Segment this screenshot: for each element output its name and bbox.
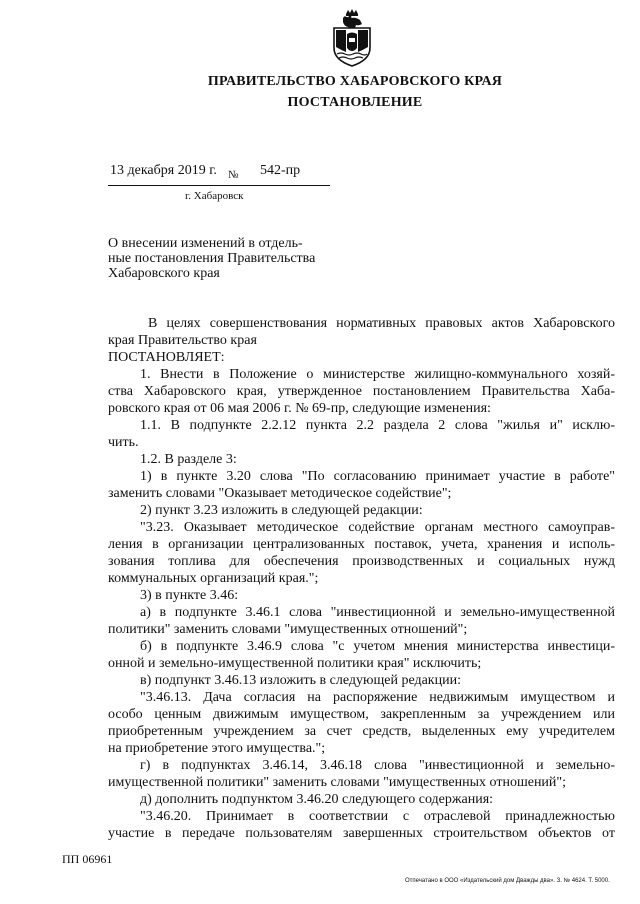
paragraph-7-line: "3.23. Оказывает методическое содействие органам местного самоуправ-	[140, 520, 615, 535]
subject-line: ные постановления Правительства	[108, 251, 316, 266]
paragraph-2-line: ства Хабаровского края, утвержденное постановлением Правительства Хаба-	[108, 384, 615, 399]
paragraph-9-line: а) в подпункте 3.46.1 слова "инвестиционной и земельно-имущественной	[140, 605, 615, 620]
paragraph-1-line: В целях совершенствования нормативных правовых актов Хабаровского	[148, 316, 615, 331]
document-body	[108, 315, 615, 842]
paragraph-14-line: д) дополнить подпунктом 3.46.20 следующего содержания:	[140, 792, 494, 807]
subject-line: О внесении изменений в отдель-	[108, 236, 303, 251]
city: г. Хабаровск	[185, 190, 244, 202]
paragraph-3-line: 1.1. В подпункте 2.2.12 пункта 2.2 раздела 2 слова "жилья и" исклю-	[140, 418, 615, 433]
paragraph-2-line: 1. Внести в Положение о министерстве жилищно-коммунального хозяй-	[140, 367, 615, 382]
document-number: 542-пр	[260, 163, 301, 178]
number-sign: №	[228, 169, 239, 181]
paragraph-13-line: имущественной политики" заменить словами "имущественных отношений";	[108, 775, 567, 790]
paragraph-9-line: политики" заменить словами "имущественных отношений";	[108, 622, 468, 637]
paragraph-1-line: края Правительство края	[108, 333, 257, 348]
subject-line: Хабаровского края	[108, 266, 220, 281]
paragraph-15-line: "3.46.20. Принимает в соответствии с отраслевой принадлежностью	[140, 809, 615, 824]
paragraph-12-line: приобретенным учреждением за счет средств, выделенных ему учредителем	[108, 724, 615, 739]
paragraph-4-line: 1.2. В разделе 3:	[140, 452, 237, 467]
document-type: ПОСТАНОВЛЕНИЕ	[287, 95, 423, 110]
paragraph-7-line: коммунальных организаций края.";	[108, 571, 319, 586]
paragraph-12-line: особо ценным движимым имуществом, закрепленным за учреждением или	[108, 707, 615, 722]
coat-of-arms-icon	[329, 8, 375, 68]
paragraph-7-line: зования топлива для обеспечения производственных и социальных нужд	[108, 554, 615, 569]
paragraph-5-line: 1) в пункте 3.20 слова "По согласованию принимает участие в работе"	[140, 469, 615, 484]
decree-word: ПОСТАНОВЛЯЕТ:	[108, 350, 225, 365]
paragraph-11-line: в) подпункт 3.46.13 изложить в следующей редакции:	[140, 673, 461, 688]
document-code: ПП 06961	[62, 852, 113, 866]
print-note: Отпечатано в ООО «Издательский дом Дважды два». З. № 4624. Т. 5000.	[405, 878, 610, 884]
date-number-line	[108, 163, 330, 186]
paragraph-12-line: "3.46.13. Дача согласия на распоряжение недвижимым имуществом и	[140, 690, 615, 705]
paragraph-15-line: участие в передаче пользователям завершенных строительством объектов от	[108, 826, 615, 841]
paragraph-5-line: заменить словами "Оказывает методическое содействие";	[108, 486, 452, 501]
paragraph-13-line: г) в подпунктах 3.46.14, 3.46.18 слова "инвестиционной и земельно-	[140, 758, 615, 773]
paragraph-2-line: ровского края от 06 мая 2006 г. № 69-пр, следующие изменения:	[108, 401, 491, 416]
paragraph-3-line: чить.	[108, 435, 139, 450]
paragraph-10-line: онной и земельно-имущественной политики края" исключить;	[108, 656, 482, 671]
paragraph-8-line: 3) в пункте 3.46:	[140, 588, 239, 603]
paragraph-7-line: ления в организации централизованных поставок, учета, хранения и исполь-	[108, 537, 615, 552]
organization-name: ПРАВИТЕЛЬСТВО ХАБАРОВСКОГО КРАЯ	[207, 74, 503, 89]
paragraph-12-line: на приобретение этого имущества.";	[108, 741, 326, 756]
paragraph-6-line: 2) пункт 3.23 изложить в следующей редакции:	[140, 503, 423, 518]
document-subject	[108, 236, 315, 281]
paragraph-10-line: б) в подпункте 3.46.9 слова "с учетом мнения министерства инвестици-	[140, 639, 615, 654]
document-date: 13 декабря 2019 г.	[110, 163, 217, 178]
